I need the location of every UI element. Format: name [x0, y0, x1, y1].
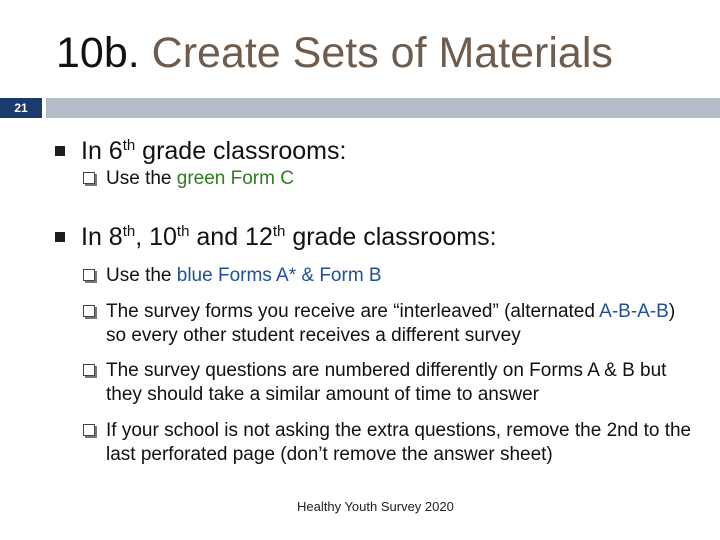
square-bullet-icon — [55, 232, 65, 242]
sub-bullet-text: If your school is not asking the extra questions, remove the 2nd to the last perforated page (don’t remove the answer sheet) — [106, 420, 692, 465]
checkbox-bullet-icon — [83, 172, 95, 184]
checkbox-bullet-icon — [83, 269, 95, 281]
checkbox-bullet-icon — [83, 364, 95, 376]
sub-bullet-forms-a-b — [83, 264, 693, 288]
slide-number-badge: 21 — [0, 98, 42, 118]
sub-bullet-form-c — [83, 167, 693, 191]
sub-bullet-text: Use the blue Forms A* & Form B — [106, 265, 382, 286]
title-number: 10b. — [56, 29, 140, 77]
square-bullet-icon — [55, 146, 65, 156]
bullet-text: In 6th grade classrooms: — [81, 137, 347, 165]
header-divider-bar — [46, 98, 720, 118]
sub-bullet-extra-questions — [83, 419, 693, 467]
sub-bullet-numbering — [83, 359, 693, 407]
bullet-text: In 8th, 10th and 12th grade classrooms: — [81, 223, 497, 251]
checkbox-bullet-icon — [83, 305, 95, 317]
sub-bullet-text: Use the green Form C — [106, 168, 294, 189]
sub-bullet-text: The survey forms you receive are “interleaved” (alternated A-B-A-B) so every other student receives a different survey — [106, 301, 676, 346]
sub-bullet-text: The survey questions are numbered differently on Forms A & B but they should take a similar amount of time to answer — [106, 360, 667, 405]
checkbox-bullet-icon — [83, 424, 95, 436]
sub-bullet-interleaved — [83, 300, 693, 348]
slide-title — [56, 26, 613, 80]
footer-text: Healthy Youth Survey 2020 — [297, 499, 454, 514]
title-text: Create Sets of Materials — [151, 29, 613, 77]
